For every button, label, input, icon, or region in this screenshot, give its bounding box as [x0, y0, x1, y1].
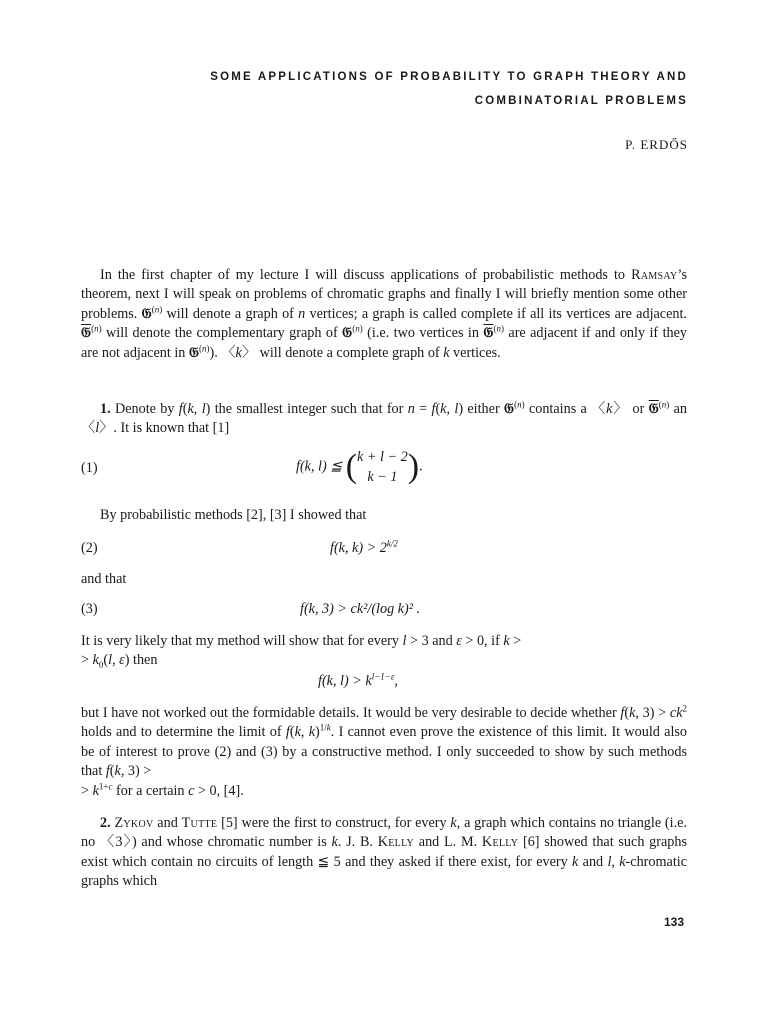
equation-1-lhs: f(k, l) ≦ [296, 458, 343, 475]
paper-title-line-1: SOME APPLICATIONS OF PROBABILITY TO GRAPH THEORY AND [210, 71, 688, 83]
right-paren: ) [407, 448, 420, 485]
equation-4-tail: , [394, 673, 398, 689]
binomial-bottom: k − 1 [367, 469, 398, 485]
equation-1 [296, 447, 423, 487]
likely-paragraph [81, 632, 687, 676]
section-1-text: 1. Denote by f(k, l) the smallest integer such that for n = f(k, l) either 𝔊$^{(n)}$ contains a 〈k〉 or 𝔊$^{(n)}$ an 〈l〉. It is known that [1] [81, 399, 688, 437]
binomial-top: k + l − 2 [357, 449, 408, 465]
author: P. ERDŐS [625, 137, 688, 152]
equation-2-body: f(k, k) > 2 [330, 540, 387, 556]
likely-text: It is very likely that my method will show that for every l > 3 and ε > 0, if k > > $k_0(l$, ε) then [81, 633, 522, 671]
intro-paragraph [81, 266, 687, 363]
equation-4 [318, 673, 398, 690]
and-that-line [81, 570, 687, 589]
section-1-intro [81, 400, 687, 439]
section-2-text: 2. Zykov and Tutte [5] were the first to construct, for every k, a graph which contains no triangle (i.e. no 〈3〉) and whose chromatic number is k. J. B. Kelly and L. M. Kelly [6] showed that such graphs exist which contain no circuits of length ≦ 5 and they asked if there exist, for every k and l, k-chromatic graphs which [81, 815, 688, 890]
equation-4-body: f(k, l) > k [318, 673, 372, 689]
and-that-text: and that [81, 571, 127, 587]
by-prob-text: By probabilistic methods [2], [3] I showed that [100, 507, 367, 523]
formidable-text: but I have not worked out the formidable details. It would be very desirable to decide whether f(k, $3) > ck^2$ holds and to determine the limit of f(k, k)$^{1/k}$. I cannot even prove the existence of this limit. It would also be of interest to prove (2) and (3) by a constructive method. I only succeeded to show by such methods that f(k, 3) > > $k^{1+c}$ for a certain c > 0, [4]. [81, 703, 687, 799]
equation-4-exponent: l−1−ε [371, 671, 395, 682]
binomial-stack [357, 447, 408, 487]
by-prob-line [81, 506, 687, 525]
equation-2-exponent: k/2 [386, 538, 398, 549]
equation-3-number: (3) [81, 601, 98, 617]
equation-1-number: (1) [81, 460, 98, 476]
left-paren: ( [345, 448, 358, 485]
formidable-paragraph [81, 704, 687, 801]
equation-3: f(k, 3) > ck²/(log k)² . [300, 601, 421, 617]
equation-1-tail: . [419, 458, 423, 475]
equation-2-number: (2) [81, 540, 98, 556]
intro-text: In the first chapter of my lecture I will discuss applications of probabilistic methods to Ramsay’s theorem, next I will speak on problems of chromatic graphs and finally I will briefly mention some other problems. 𝔊$^{(n)}$ will denote a graph of n vertices; a graph is called complete if all its vertices are adjacent. 𝔊$^{(n)}$ will denote the complementary graph of 𝔊$^{(n)}$ (i.e. two vertices in 𝔊$^{(n)}$ are adjacent if and only if they are not adjacent in 𝔊$^{(n)}$). 〈k〉 will denote a complete graph of k vertices. [81, 267, 687, 361]
equation-2 [330, 540, 398, 557]
paper-title-line-2: COMBINATORIAL PROBLEMS [474, 95, 688, 107]
binomial [346, 447, 419, 487]
page-number: 133 [663, 915, 684, 929]
section-2-paragraph [81, 814, 687, 892]
